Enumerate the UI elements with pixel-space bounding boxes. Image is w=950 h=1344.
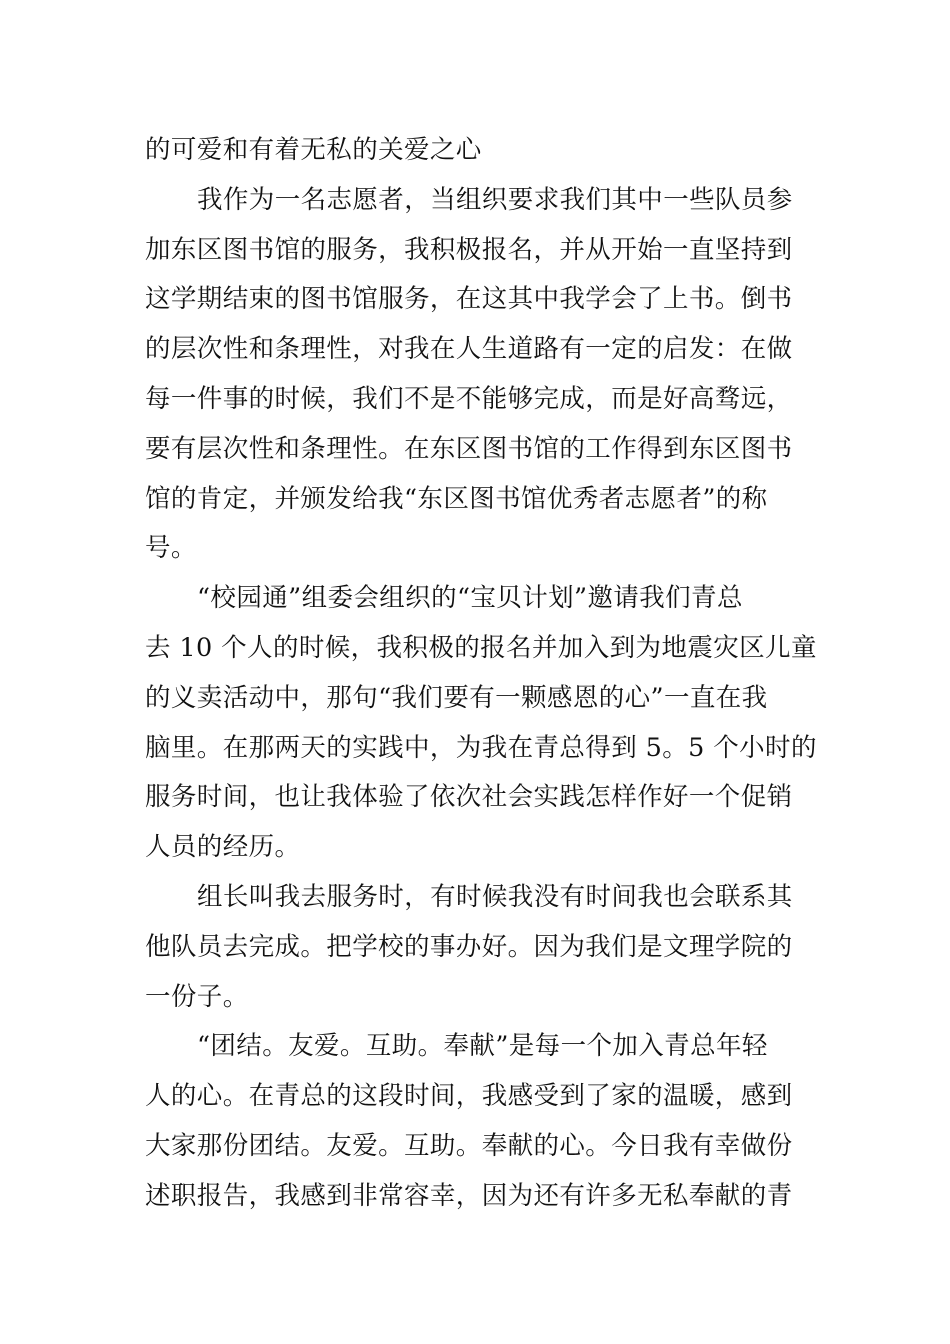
text-line: “校园通”组委会组织的“宝贝计划”邀请我们青总 bbox=[197, 583, 743, 614]
text-line: 脑里。在那两天的实践中，为我在青总得到 5。5 个小时的 bbox=[145, 732, 817, 763]
text-line: 述职报告，我感到非常容幸，因为还有许多无私奉献的青 bbox=[145, 1180, 793, 1211]
text-line: 这学期结束的图书馆服务，在这其中我学会了上书。倒书 bbox=[145, 284, 793, 315]
text-line: 馆的肯定，并颁发给我“东区图书馆优秀者志愿者”的称 bbox=[145, 483, 768, 514]
text-line: “团结。友爱。互助。奉献”是每一个加入青总年轻 bbox=[197, 1031, 768, 1062]
text-line: 人的心。在青总的这段时间，我感受到了家的温暖，感到 bbox=[145, 1081, 793, 1112]
text-line: 我作为一名志愿者，当组织要求我们其中一些队员参 bbox=[197, 184, 793, 215]
text-line: 一份子。 bbox=[145, 981, 249, 1012]
text-line: 服务时间，也让我体验了依次社会实践怎样作好一个促销 bbox=[145, 782, 793, 813]
document-body bbox=[145, 126, 817, 1222]
text-line: 组长叫我去服务时，有时候我没有时间我也会联系其 bbox=[197, 881, 793, 912]
text-line: 号。 bbox=[145, 533, 197, 564]
text-line: 去 10 个人的时候，我积极的报名并加入到为地震灾区儿童 bbox=[145, 632, 817, 663]
text-line: 的可爱和有着无私的关爱之心 bbox=[145, 135, 482, 165]
text-line: 的义卖活动中，那句“我们要有一颗感恩的心”一直在我 bbox=[145, 682, 768, 713]
text-line: 人员的经历。 bbox=[145, 832, 301, 863]
text-line: 他队员去完成。把学校的事办好。因为我们是文理学院的 bbox=[145, 931, 793, 962]
text-line: 的层次性和条理性，对我在人生道路有一定的启发：在做 bbox=[145, 334, 793, 365]
text-line: 要有层次性和条理性。在东区图书馆的工作得到东区图书 bbox=[145, 433, 793, 464]
text-line: 大家那份团结。友爱。互助。奉献的心。今日我有幸做份 bbox=[145, 1130, 793, 1161]
text-line: 每一件事的时候，我们不是不能够完成，而是好高骛远， bbox=[145, 383, 793, 414]
text-line: 加东区图书馆的服务，我积极报名，并从开始一直坚持到 bbox=[145, 234, 793, 265]
